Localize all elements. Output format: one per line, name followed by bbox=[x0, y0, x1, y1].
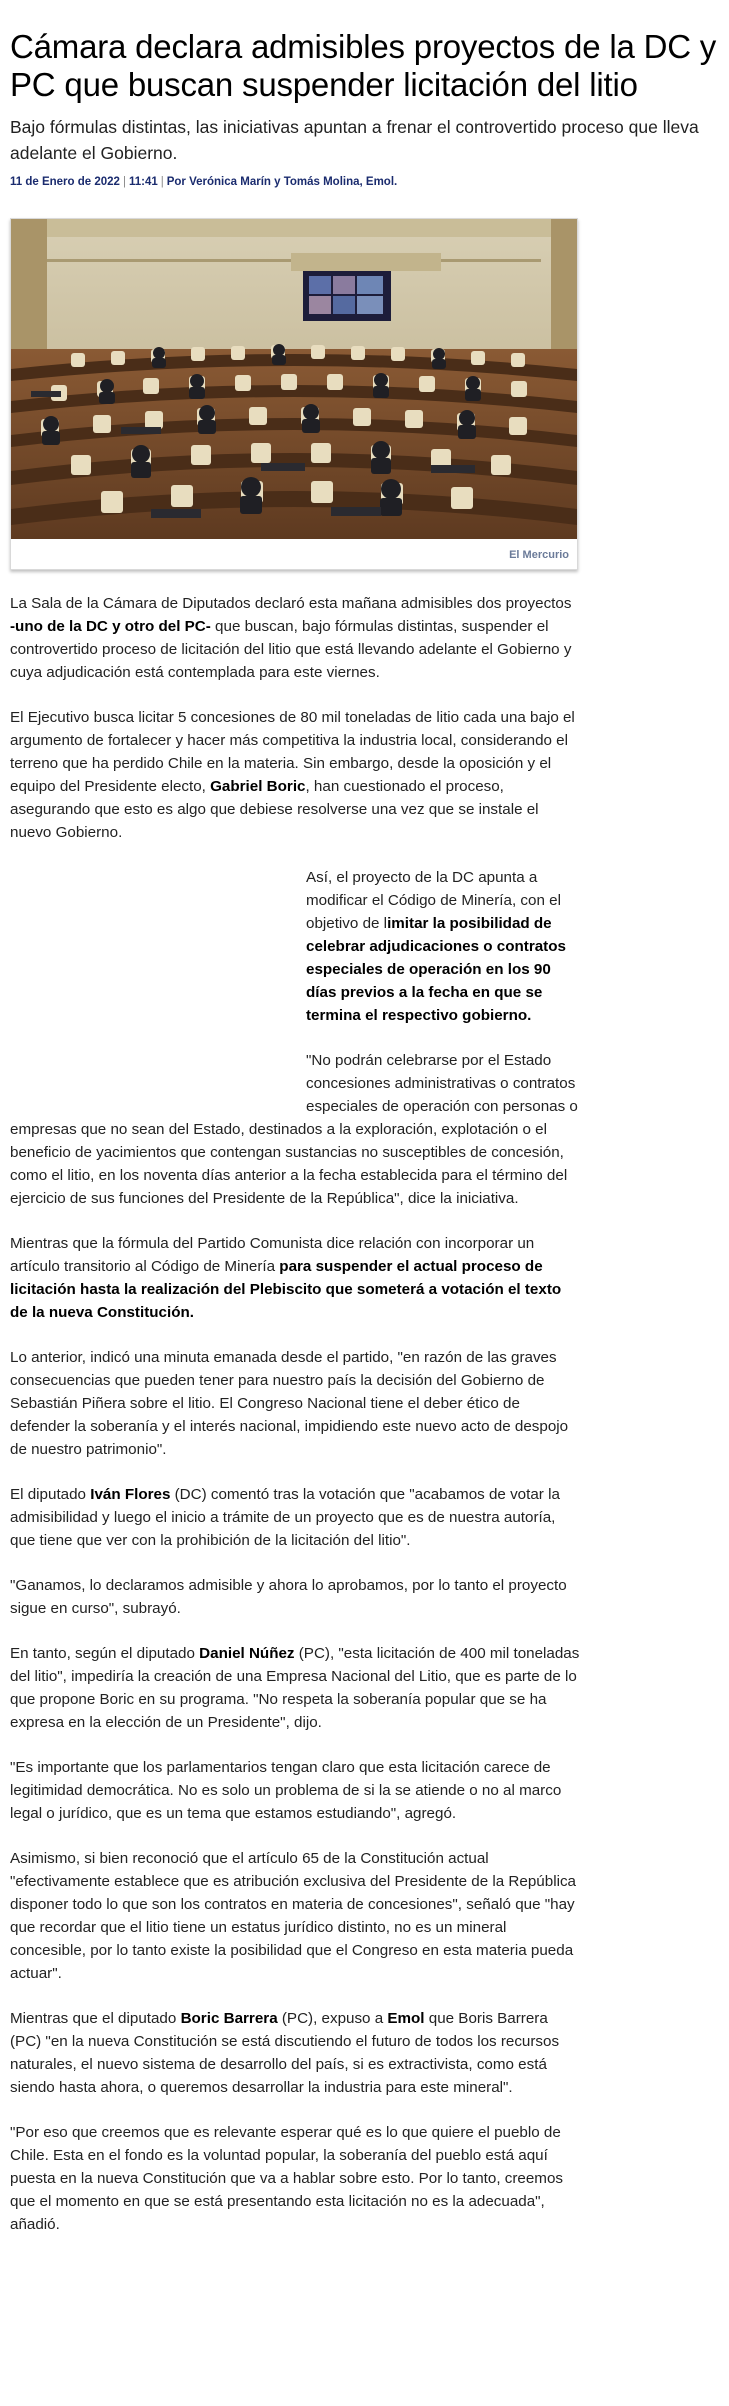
bold-text: Iván Flores bbox=[90, 1486, 171, 1503]
text-run: que buscan, bajo fórmulas distintas, suspender el controvertido proceso de licitación del litio que está llevando adelante el Gobierno y cuya adjudicación está contemplada para este viernes. bbox=[10, 618, 572, 681]
paragraph bbox=[10, 592, 580, 684]
paragraph: "No podrán celebrarse por el Estado concesiones administrativas o contratos especiales de operación con personas o empresas que no sean del Estado, destinados a la exploración, explotación o el beneficio de yacimientos que contengan sustancias no susceptibles de concesión, como el litio, en los noventa días anterior a la fecha establecida para el término del ejercicio de sus funciones del Presidente de la República", dice la iniciativa. bbox=[10, 1052, 578, 1207]
article-date: 11 de Enero de 2022 bbox=[10, 176, 120, 188]
article-dateline bbox=[10, 176, 397, 188]
text-run: El Ejecutivo busca licitar 5 concesiones de 80 mil toneladas de litio cada una bajo el argumento de fortalecer y hacer más competitiva la industria local, considerando el terreno que ha perdido Chile en la materia. Sin embargo, desde la oposición y el equipo del Presidente electo, bbox=[10, 709, 575, 795]
paragraph bbox=[10, 2007, 580, 2099]
article-byline[interactable]: Por Verónica Marín y Tomás Molina, Emol. bbox=[166, 176, 398, 188]
article-subtitle: Bajo fórmulas distintas, las iniciativas apuntan a frenar el controvertido proceso que lleva adelante el Gobierno. bbox=[10, 117, 699, 163]
bold-text: imitar la posibilidad de celebrar adjudicaciones o contratos especiales de operación en los 90 días previos a la fecha en que se termina el respectivo gobierno. bbox=[306, 915, 566, 1024]
article-time: 11:41 bbox=[128, 176, 158, 188]
text-run: Así, el proyecto de la DC apunta a modificar el Código de Minería, con el objetivo de l bbox=[306, 869, 561, 932]
bold-text: -uno de la DC y otro del PC- bbox=[10, 618, 211, 635]
bold-text: Boric Barrera bbox=[180, 2010, 278, 2027]
article-title: Cámara declara admisibles proyectos de la DC y PC que buscan suspender licitación del litio bbox=[10, 28, 717, 103]
bold-text: Daniel Núñez bbox=[199, 1645, 295, 1662]
paragraph bbox=[10, 1232, 580, 1324]
text-run: Mientras que la fórmula del Partido Comunista dice relación con incorporar un artículo transitorio al Código de Minería bbox=[10, 1235, 535, 1275]
paragraph bbox=[10, 1642, 580, 1734]
bold-text: Gabriel Boric bbox=[210, 778, 306, 795]
dateline-separator: | bbox=[122, 176, 126, 188]
paragraph bbox=[10, 1483, 580, 1552]
text-run: (DC) comentó tras la votación que "acabamos de votar la admisibilidad y luego el inicio a trámite de un proyecto que es de nuestra autoría, que tiene que ver con la prohibición de la licitación del litio". bbox=[10, 1486, 560, 1549]
article-body bbox=[10, 592, 580, 2258]
text-run: (PC), expuso a bbox=[277, 2010, 388, 2027]
paragraph: "Es importante que los parlamentarios tengan claro que esta licitación carece de legitimidad democrática. No es solo un problema de si la se atiende o no al marco legal o jurídico, que es un tema que estamos estudiando", agregó. bbox=[10, 1759, 562, 1822]
text-run: (PC), "esta licitación de 400 mil toneladas del litio", impediría la creación de una Empresa Nacional del Litio, que es parte de lo que propone Boric en su programa. "No respeta la soberanía popular que se ha expresa en la elección de un Presidente", dijo. bbox=[10, 1645, 580, 1731]
bold-text: para suspender el actual proceso de licitación hasta la realización del Plebiscito que someterá a votación el texto de la nueva Constitución. bbox=[10, 1258, 562, 1321]
text-run: El diputado bbox=[10, 1486, 91, 1503]
paragraph: "Por eso que creemos que es relevante esperar qué es lo que quiere el pueblo de Chile. Esta en el fondo es la voluntad popular, la soberanía del pueblo está aquí puesta en la nueva Constitución que va a hablar sobre esto. Por lo tanto, creemos que el momento en que se está presentando esta licitación no es la adecuada", añadió. bbox=[10, 2124, 563, 2233]
text-run: La Sala de la Cámara de Diputados declaró esta mañana admisibles dos proyectos bbox=[10, 595, 572, 612]
ad-space-placeholder bbox=[10, 866, 306, 1116]
paragraph bbox=[10, 706, 580, 844]
text-run: , han cuestionado el proceso, asegurando que esto es algo que debiese resolverse una vez que se instale el nuevo Gobierno. bbox=[10, 778, 539, 841]
text-run: En tanto, según el diputado bbox=[10, 1645, 200, 1662]
chamber-photo bbox=[11, 219, 577, 539]
image-credit: El Mercurio bbox=[509, 549, 569, 561]
bold-text: Emol bbox=[387, 2010, 425, 2027]
article-photo[interactable] bbox=[10, 218, 578, 570]
paragraph: "Ganamos, lo declaramos admisible y ahora lo aprobamos, por lo tanto el proyecto sigue en curso", subrayó. bbox=[10, 1577, 567, 1617]
dateline-separator: | bbox=[160, 176, 164, 188]
paragraph: Lo anterior, indicó una minuta emanada desde el partido, "en razón de las graves consecuencias que pueden tener para nuestro país la decisión del Gobierno de Sebastián Piñera sobre el litio. El Congreso Nacional tiene el deber ético de defender la soberanía y el interés nacional, impidiendo este nuevo acto de despojo de nuestro patrimonio". bbox=[10, 1349, 569, 1458]
text-run: que Boris Barrera (PC) "en la nueva Constitución se está discutiendo el futuro de todos los recursos naturales, el nuevo sistema de desarrollo del país, si es extractivista, como está siendo hasta ahora, o queremos desarrollar la industria para este mineral". bbox=[10, 2010, 560, 2096]
paragraph: Asimismo, si bien reconoció que el artículo 65 de la Constitución actual "efectivamente establece que es atribución exclusiva del Presidente de la República disponer todo lo que son los contratos en materia de concesiones", señaló que "hay que recordar que el litio tiene un estatus jurídico distinto, no es un mineral concesible, por lo tanto existe la posibilidad que el Congreso en esta materia pueda actuar". bbox=[10, 1850, 576, 1982]
text-run: Mientras que el diputado bbox=[10, 2010, 181, 2027]
